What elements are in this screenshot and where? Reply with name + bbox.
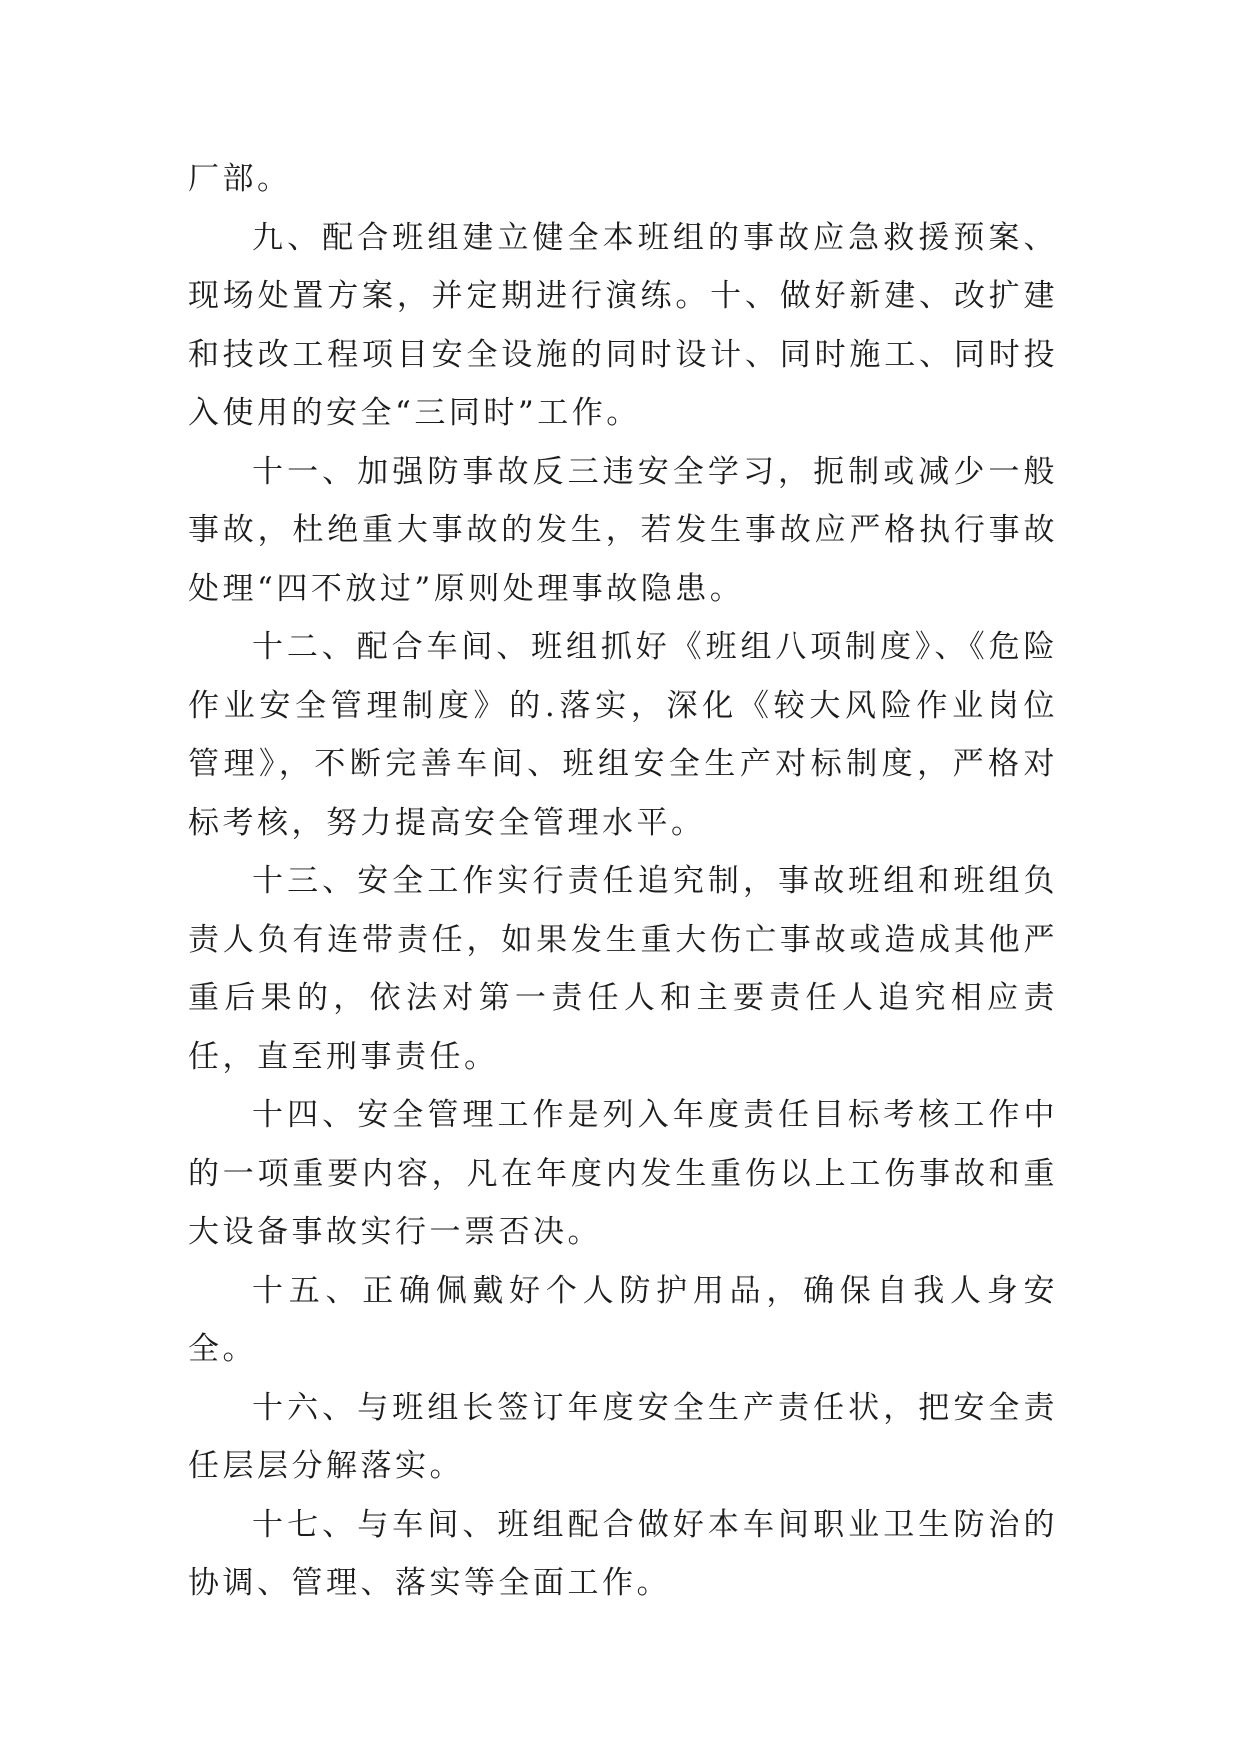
paragraph-item-16: 十六、与班组长签订年度安全生产责任状，把安全责任层层分解落实。 xyxy=(188,1389,1058,1484)
paragraph-item-15: 十五、正确佩戴好个人防护用品，确保自我人身安全。 xyxy=(188,1272,1058,1367)
paragraph-continuation: 厂部。 xyxy=(188,161,292,197)
paragraph-item-17: 十七、与车间、班组配合做好本车间职业卫生防治的协调、管理、落实等全面工作。 xyxy=(188,1506,1058,1601)
document-body xyxy=(188,150,1058,1613)
paragraph-item-12: 十二、配合车间、班组抓好《班组八项制度》、《危险作业安全管理制度》的.落实，深化《较大风险作业岗位管理》，不断完善车间、班组安全生产对标制度，严格对标考核，努力提高安全管理水平。 xyxy=(188,629,1058,841)
paragraph-item-14: 十四、安全管理工作是列入年度责任目标考核工作中的一项重要内容，凡在年度内发生重伤以上工伤事故和重大设备事故实行一票否决。 xyxy=(188,1097,1058,1250)
paragraph-item-11: 十一、加强防事故反三违安全学习，扼制或减少一般事故，杜绝重大事故的发生，若发生事故应严格执行事故处理“四不放过”原则处理事故隐患。 xyxy=(188,453,1058,607)
paragraph-item-9-10: 九、配合班组建立健全本班组的事故应急救援预案、现场处置方案，并定期进行演练。十、做好新建、改扩建和技改工程项目安全设施的同时设计、同时施工、同时投入使用的安全“三同时”工作。 xyxy=(188,219,1058,431)
paragraph-item-13: 十三、安全工作实行责任追究制，事故班组和班组负责人负有连带责任，如果发生重大伤亡事故或造成其他严重后果的，依法对第一责任人和主要责任人追究相应责任，直至刑事责任。 xyxy=(188,863,1058,1075)
